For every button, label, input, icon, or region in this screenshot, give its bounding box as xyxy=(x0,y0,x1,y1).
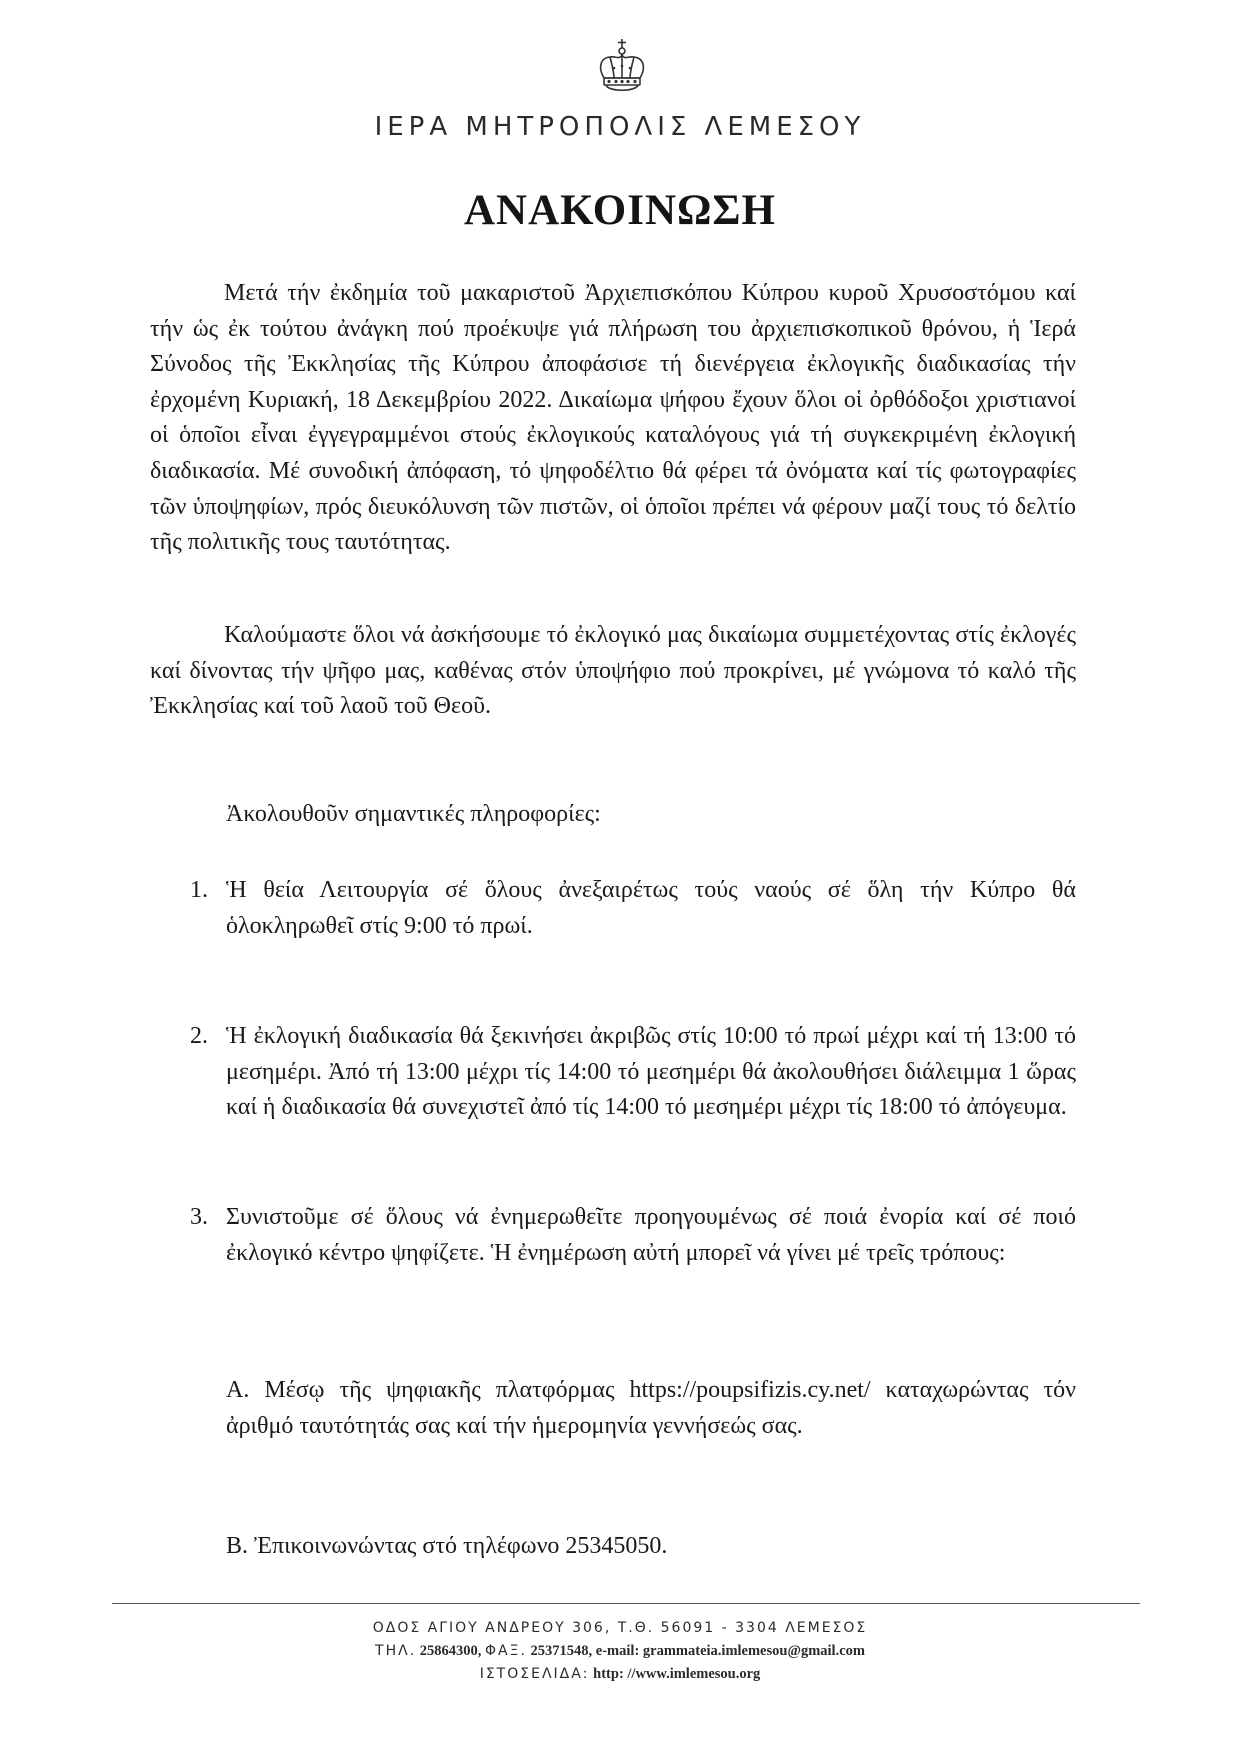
organization-name: ΙΕΡΑ ΜΗΤΡΟΠΟΛΙΣ ΛΕΜΕΣΟΥ xyxy=(374,112,866,142)
crown-icon xyxy=(590,38,654,100)
footer-divider xyxy=(112,1603,1140,1604)
info-item-text: Ἡ θεία Λειτουργία σέ ὅλους ἀνεξαιρέτως τούς ναούς σέ ὅλη τήν Κύπρο θά ὁλοκληρωθεῖ στίς 9:00 τό πρωί. xyxy=(226,877,1076,939)
footer-contact-line xyxy=(0,1640,1240,1663)
footer xyxy=(0,1617,1240,1686)
info-intro: Ἀκολουθοῦν σημαντικές πληροφορίες: xyxy=(226,801,601,827)
info-item-text: Ἡ ἐκλογική διαδικασία θά ξεκινήσει ἀκριβῶς στίς 10:00 τό πρωί μέχρι καί τή 13:00 τό μεσημέρι. Ἀπό τή 13:00 μέχρι τίς 14:00 τό μεσημέρι θά ἀκολουθήσει διάλειμμα 1 ὥρας καί ἡ διαδικασία θά συνεχιστεῖ ἀπό τίς 14:00 τό μεσημέρι μέχρι τίς 18:00 τό ἀπόγευμα. xyxy=(226,1023,1076,1121)
info-item-text: Συνιστοῦμε σέ ὅλους νά ἐνημερωθεῖτε προηγουμένως σέ ποιά ἐνορία καί σέ ποιό ἐκλογικό κέντρο ψηφίζετε. Ἡ ἐνημέρωση αὐτή μπορεῖ νά γίνει μέ τρεῖς τρόπους: xyxy=(226,1204,1076,1266)
info-item-number: 2. xyxy=(190,1023,208,1049)
footer-web-line xyxy=(0,1663,1240,1686)
footer-web-label: ΙΣΤΟΣΕΛΙΔΑ: xyxy=(479,1666,590,1682)
footer-fax-value: 25371548, e-mail: grammateia.imlemesou@gmail.com xyxy=(530,1643,865,1659)
footer-address: ΟΔΟΣ ΑΓΙΟΥ ΑΝΔΡΕΟΥ 306, Τ.Θ. 56091 - 3304 ΛΕΜΕΣΟΣ xyxy=(372,1620,868,1636)
footer-address-line xyxy=(0,1617,1240,1640)
footer-web-value: http: //www.imlemesou.org xyxy=(593,1666,761,1682)
footer-fax-label: ΦΑΞ. xyxy=(485,1643,527,1659)
document-title: ΑΝΑΚΟΙΝΩΣΗ xyxy=(464,187,776,234)
footer-tel-value: 25864300, xyxy=(419,1643,482,1659)
info-item-number: 3. xyxy=(190,1204,208,1230)
body-paragraph-2: Καλούμαστε ὅλοι νά ἀσκήσουμε τό ἐκλογικό μας δικαίωμα συμμετέχοντας στίς ἐκλογές καί δίνοντας τήν ψῆφο μας, καθένας στόν ὑποψήφιο πού προκρίνει, μέ γνώμονα τό καλό τῆς Ἐκκλησίας καί τοῦ λαοῦ τοῦ Θεοῦ. xyxy=(150,622,1076,720)
info-item-number: 1. xyxy=(190,877,208,903)
option-a: Α. Μέσῳ τῆς ψηφιακῆς πλατφόρμας https://poupsifizis.cy.net/ καταχωρώντας τόν ἀριθμό ταυτότητάς σας καί τήν ἡμερομηνία γεννήσεώς σας. xyxy=(226,1377,1076,1439)
option-b: Β. Ἐπικοινωνώντας στό τηλέφωνο 25345050. xyxy=(226,1533,668,1559)
body-paragraph-1: Μετά τήν ἐκδημία τοῦ μακαριστοῦ Ἀρχιεπισκόπου Κύπρου κυροῦ Χρυσοστόμου καί τήν ὡς ἐκ τούτου ἀνάγκη πού προέκυψε γιά πλήρωση του ἀρχιεπισκοπικοῦ θρόνου, ἡ Ἱερά Σύνοδος τῆς Ἐκκλησίας τῆς Κύπρου ἀποφάσισε τή διενέργεια ἐκλογικῆς διαδικασίας τήν ἐρχομένη Κυριακή, 18 Δεκεμβρίου 2022. Δικαίωμα ψήφου ἔχουν ὅλοι οἱ ὀρθόδοξοι χριστιανοί οἱ ὁποῖοι εἶναι ἐγγεγραμμένοι στούς ἐκλογικούς καταλόγους γιά τή συγκεκριμένη ἐκλογική διαδικασία. Μέ συνοδική ἀπόφαση, τό ψηφοδέλτιο θά φέρει τά ὀνόματα καί τίς φωτογραφίες τῶν ὑποψηφίων, πρός διευκόλυνση τῶν πιστῶν, οἱ ὁποῖοι πρέπει νά φέρουν μαζί τους τό δελτίο τῆς πολιτικῆς τους ταυτότητας. xyxy=(150,280,1076,556)
footer-tel-label: ΤΗΛ. xyxy=(375,1643,417,1659)
